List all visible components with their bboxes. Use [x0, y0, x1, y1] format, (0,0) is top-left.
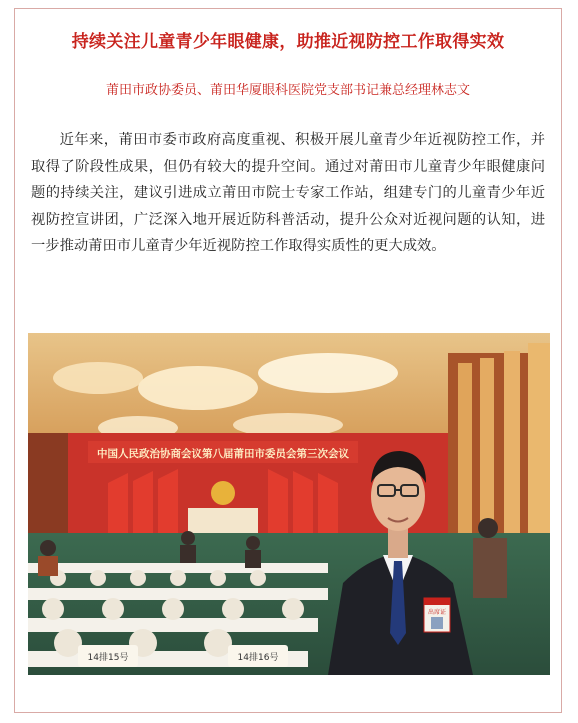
attendance-badge: 出席证 — [427, 609, 447, 616]
table-card-1: 14排15号 — [87, 653, 129, 663]
conference-photo — [28, 333, 550, 675]
conference-photo-illustration — [28, 333, 550, 675]
banner-text: 中国人民政治协商会议第八届莆田市委员会第三次会议 — [97, 448, 349, 460]
article-byline: 莆田市政协委员、莆田华厦眼科医院党支部书记兼总经理林志文 — [105, 83, 470, 98]
article-card — [14, 8, 562, 713]
article-paragraph: 近年来，莆田市委市政府高度重视、积极开展儿童青少年近视防控工作，并取得了阶段性成果，但仍有较大的提升空间。通过对莆田市儿童青少年眼健康问题的持续关注，建议引进成立莆田市院士专家工作站，组建专门的儿童青少年近视防控宣讲团，广泛深入地开展近防科普活动，提升公众对近视问题的认知，进一步推动莆田市儿童青少年近视防控工作取得实质性的更大成效。 — [31, 132, 545, 254]
article-title: 持续关注儿童青少年眼健康，助推近视防控工作取得实效 — [71, 32, 505, 52]
emblem-icon — [211, 481, 235, 505]
table-card-2: 14排16号 — [237, 653, 279, 663]
